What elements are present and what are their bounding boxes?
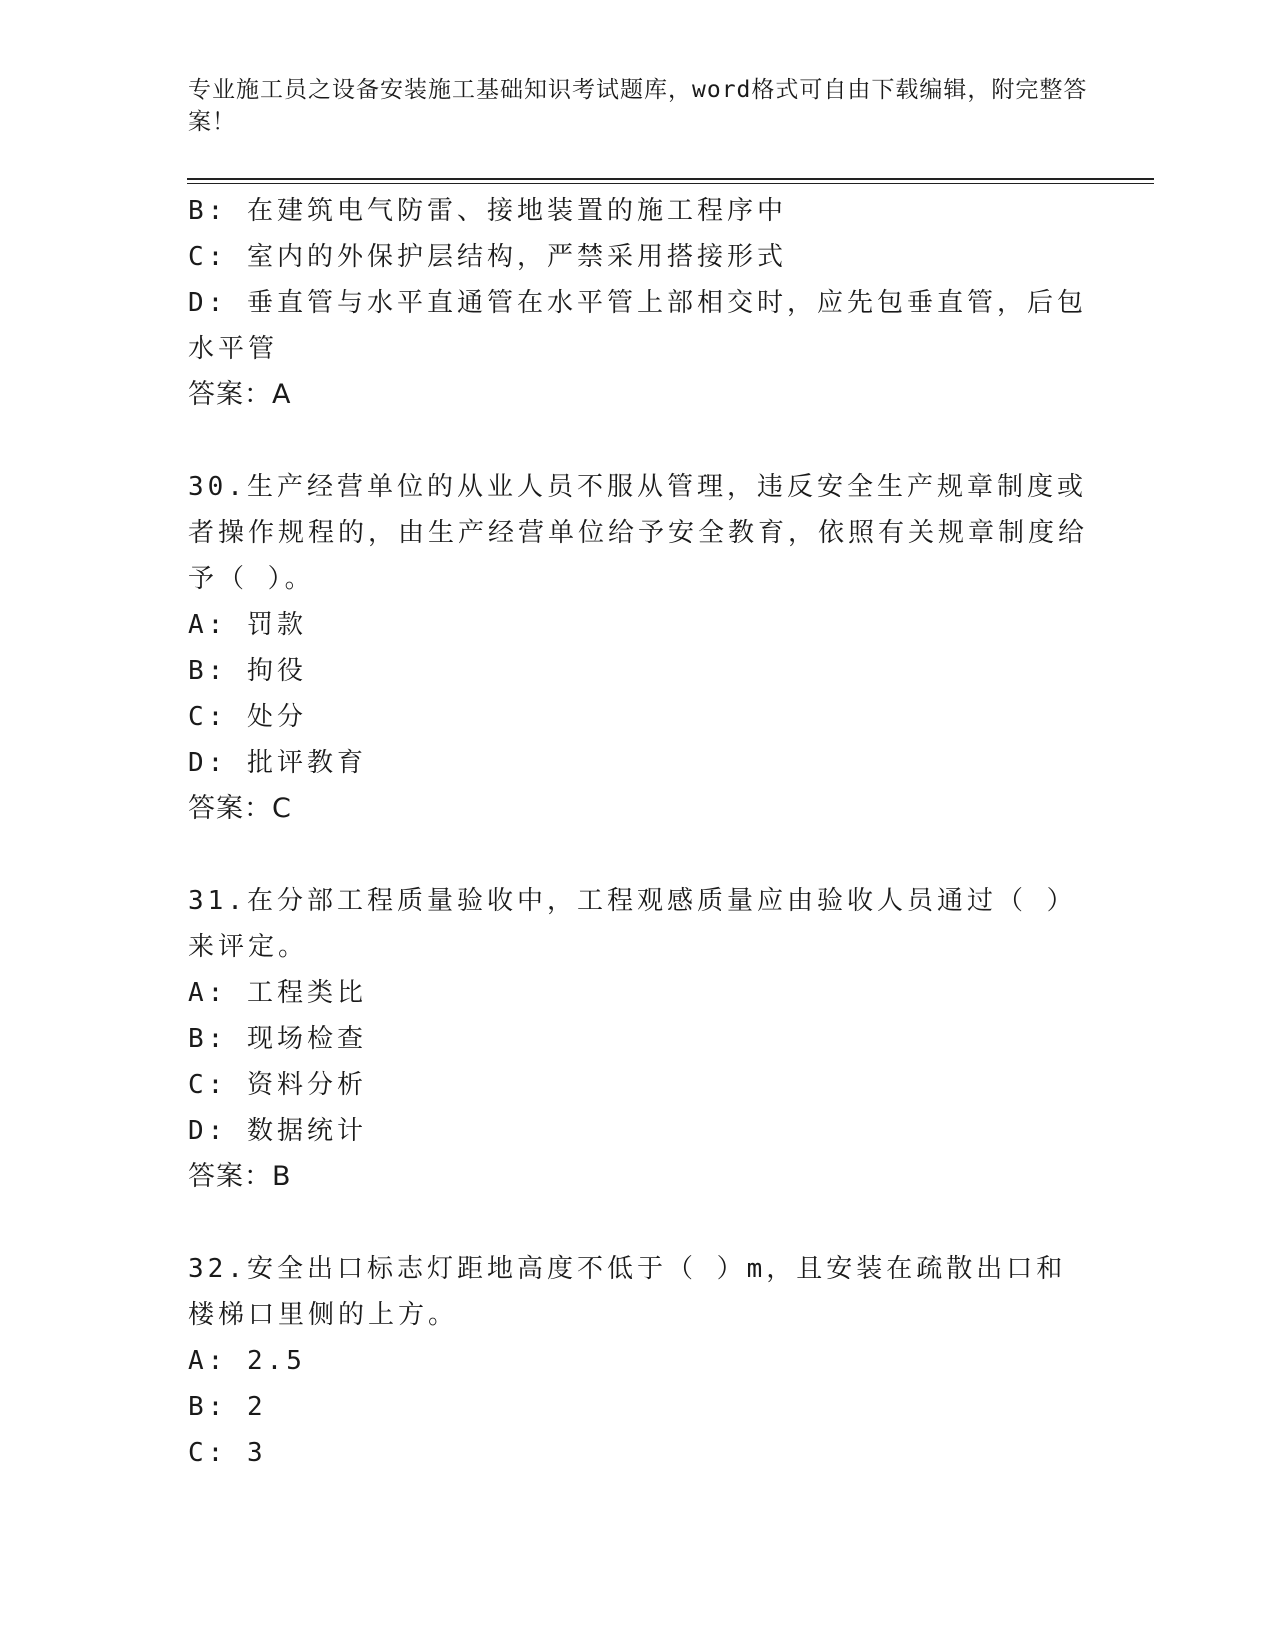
document-body bbox=[188, 188, 1088, 1476]
option-b: B: 2 bbox=[188, 1392, 267, 1422]
option-c: C: 处分 bbox=[188, 702, 307, 732]
option-b: B: 在建筑电气防雷、接地装置的施工程序中 bbox=[188, 196, 787, 226]
question-30 bbox=[188, 464, 1088, 832]
option-b: B: 现场检查 bbox=[188, 1024, 367, 1054]
option-a: A: 罚款 bbox=[188, 610, 307, 640]
option-c: C: 3 bbox=[188, 1438, 267, 1468]
spacer bbox=[188, 418, 1088, 464]
spacer bbox=[188, 832, 1088, 878]
option-d: D: 批评教育 bbox=[188, 748, 367, 778]
prev-question-block bbox=[188, 188, 1088, 418]
question-stem: 32.安全出口标志灯距地高度不低于（ ）m，且安装在疏散出口和楼梯口里侧的上方。 bbox=[188, 1254, 1067, 1330]
answer-label: 答案：C bbox=[188, 793, 292, 824]
option-c: C: 室内的外保护层结构，严禁采用搭接形式 bbox=[188, 242, 787, 272]
option-b: B: 拘役 bbox=[188, 656, 307, 686]
question-stem: 31.在分部工程质量验收中，工程观感质量应由验收人员通过（ ）来评定。 bbox=[188, 886, 1077, 962]
header-rule-thin bbox=[187, 183, 1154, 184]
header-rule-thick bbox=[187, 178, 1154, 180]
option-d: D: 垂直管与水平直通管在水平管上部相交时，应先包垂直管，后包水平管 bbox=[188, 288, 1087, 364]
answer-label: 答案：A bbox=[188, 379, 292, 410]
question-32 bbox=[188, 1246, 1088, 1476]
option-c: C: 资料分析 bbox=[188, 1070, 367, 1100]
option-a: A: 2.5 bbox=[188, 1346, 306, 1376]
answer-label: 答案：B bbox=[188, 1161, 292, 1192]
option-a: A: 工程类比 bbox=[188, 978, 367, 1008]
question-stem: 30.生产经营单位的从业人员不服从管理，违反安全生产规章制度或者操作规程的，由生产经营单位给予安全教育，依照有关规章制度给予（ ）。 bbox=[188, 472, 1089, 594]
option-d: D: 数据统计 bbox=[188, 1116, 367, 1146]
spacer bbox=[188, 1200, 1088, 1246]
document-header: 专业施工员之设备安装施工基础知识考试题库，word格式可自由下载编辑，附完整答案！ bbox=[188, 77, 1088, 135]
question-31 bbox=[188, 878, 1088, 1200]
